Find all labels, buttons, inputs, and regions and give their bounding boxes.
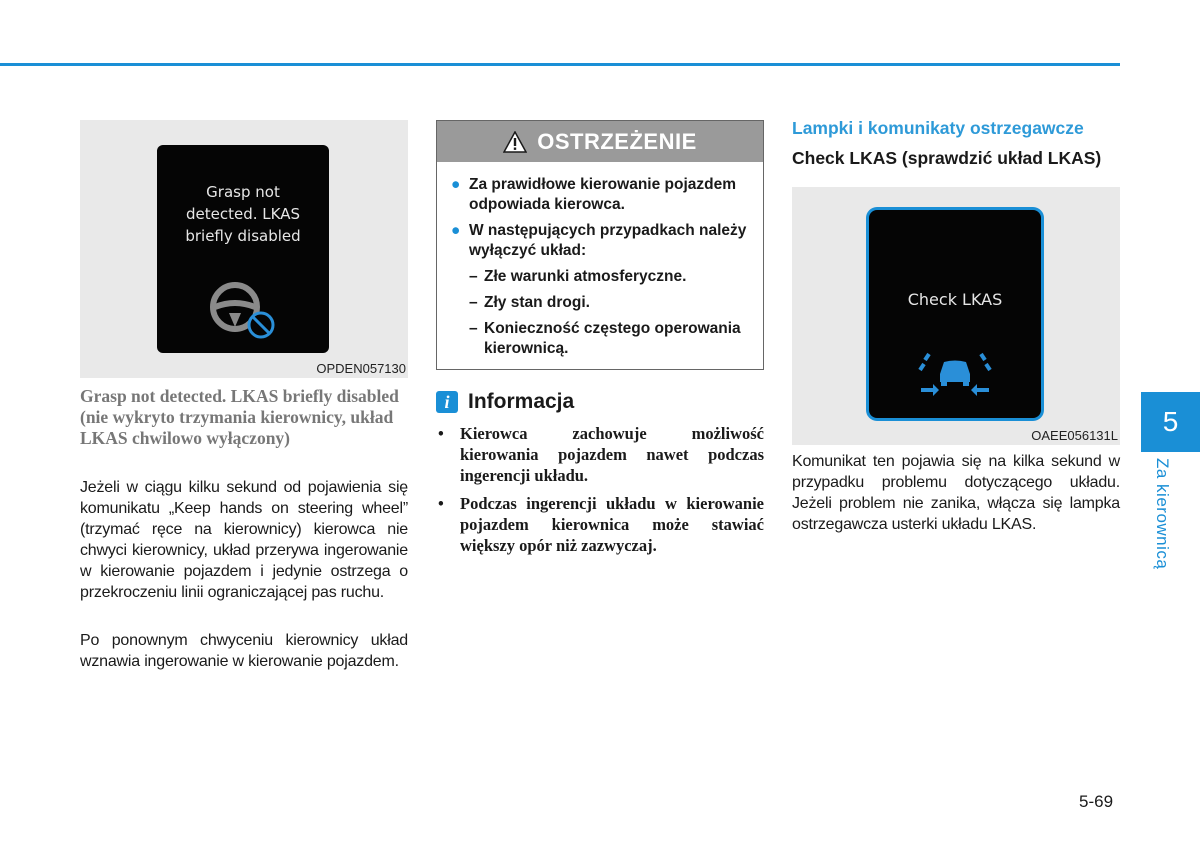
info-icon: i <box>436 391 458 413</box>
chapter-tab: 5 <box>1141 392 1200 452</box>
top-rule <box>0 63 1120 66</box>
display-message: Check LKAS <box>907 290 1003 309</box>
body-paragraph: Jeżeli w ciągu kilku sekund od pojawienia się komunikatu „Keep hands on steering wheel” (trzymać ręce na kierownicy) kierowca nie chwyci kierownicy, układ przerywa ingerowanie w kierowanie pojazdem i jedynie ostrzega o przekroczeniu linii ograniczającej pas ruchu. <box>80 479 408 601</box>
steering-wheel-disabled-icon <box>203 277 283 347</box>
cluster-display <box>157 145 329 353</box>
lane-keeping-icon <box>915 350 995 400</box>
page-number: 5-69 <box>1079 792 1114 811</box>
figure-caption: Grasp not detected. LKAS briefly disabled (nie wykryto trzymania kierownicy, układ LKAS chwilowo wyłączony) <box>80 386 399 448</box>
warning-list <box>437 162 763 359</box>
figure-check-lkas <box>792 187 1120 445</box>
warning-item: ● Za prawidłowe kierowanie pojazdem odpowiada kierowca. <box>451 176 737 213</box>
info-item: • Kierowca zachowuje możliwość kierowania pojazdem nawet podczas ingerencji układu. <box>438 424 764 485</box>
body-paragraph: Po ponownym chwyceniu kierownicy układ wznawia ingerowanie w kierowanie pojazdem. <box>80 632 408 670</box>
chapter-label: Za kierownicą <box>1153 458 1172 570</box>
info-header <box>436 390 574 414</box>
info-item: • Podczas ingerencji układu w kierowanie pojazdem kierownica może stawiać większy opór niż zazwyczaj. <box>438 494 764 555</box>
warning-title: OSTRZEŻENIE <box>537 128 697 154</box>
warning-subitem: – Konieczność częstego operowania kierownicą. <box>469 320 741 357</box>
display-message: Grasp not detected. LKAS briefly disabled <box>185 183 301 245</box>
warning-subitem: – Złe warunki atmosferyczne. <box>469 268 687 285</box>
subsection-title: Check LKAS (sprawdzić układ LKAS) <box>792 148 1102 168</box>
warning-item: ● W następujących przypadkach należy wyłączyć układ: <box>451 222 747 259</box>
section-title: Lampki i komunikaty ostrzegawcze <box>792 118 1084 138</box>
warning-triangle-icon <box>503 131 527 153</box>
figure-code: OPDEN057130 <box>316 361 406 376</box>
info-title: Informacja <box>468 390 575 413</box>
warning-box <box>436 120 764 370</box>
figure-code: OAEE056131L <box>1031 428 1118 443</box>
body-paragraph: Komunikat ten pojawia się na kilka sekund w przypadku problemu dotyczącego układu. Jeżeli problem nie zanika, włącza się lampka ostrzegawcza usterki układu LKAS. <box>792 453 1120 533</box>
figure-grasp-not-detected <box>80 120 408 378</box>
cluster-display <box>869 210 1041 418</box>
warning-subitem: – Zły stan drogi. <box>469 294 590 311</box>
info-list <box>436 423 764 563</box>
warning-header <box>437 121 763 162</box>
